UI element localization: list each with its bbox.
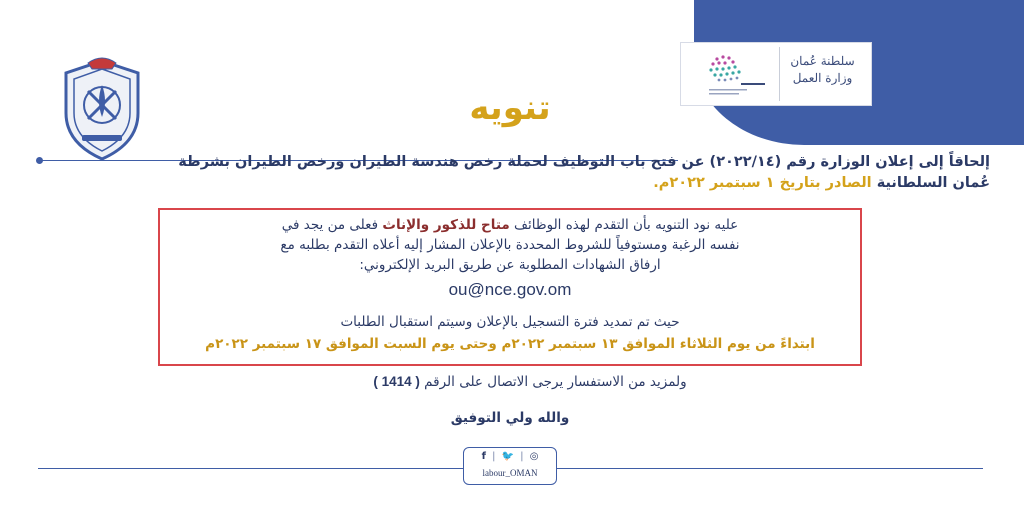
notice-line-1-end: فعلى من يجد في xyxy=(281,217,379,233)
inquiry-text: ولمزيد من الاستفسار يرجى الاتصال على الرقم xyxy=(424,374,687,390)
notice-line-3: ارفاق الشهادات المطلوبة عن طريق البريد الإلكتروني: xyxy=(359,257,661,273)
page-title: تنويه xyxy=(469,88,551,128)
email-address[interactable]: ou@nce.gov.om xyxy=(448,280,572,299)
social-icons: f | 🐦 | ◎ xyxy=(481,451,539,462)
intro-text: إلحاقاً إلى إعلان الوزارة رقم (٢٠٢٢/١٤) عن فتح باب التوظيف لحملة رخص هندسة الطيران ورخص الطيران بشرطة عُمان السلطانية xyxy=(178,154,990,191)
social-handle[interactable]: labour_OMAN xyxy=(482,468,538,478)
eligibility-highlight: متاح للذكور والإناث xyxy=(382,217,510,233)
inquiry-line xyxy=(300,374,760,390)
notice-body xyxy=(170,215,850,275)
notice-line-1 xyxy=(170,215,850,235)
ministry-name-line2: وزارة العمل xyxy=(792,71,853,85)
social-handle-box xyxy=(463,447,557,485)
extension-notice: حيث تم تمديد فترة التسجيل بالإعلان وسيتم استقبال الطلبات xyxy=(340,314,680,330)
ministry-name-line1: سلطنة عُمان xyxy=(790,54,855,68)
royal-oman-police-emblem-icon xyxy=(52,55,152,165)
intro-paragraph xyxy=(160,152,990,194)
facebook-icon[interactable]: f xyxy=(481,451,486,462)
instagram-icon[interactable]: ◎ xyxy=(529,451,539,462)
oman-vision-logo xyxy=(689,49,769,99)
ministry-logo-text xyxy=(779,47,865,101)
intro-date-highlight: الصادر بتاريخ ١ سبتمبر ٢٠٢٢م. xyxy=(653,175,872,191)
closing-line: والله ولي التوفيق xyxy=(450,410,570,426)
logo-card xyxy=(680,42,872,106)
extension-dates: ابتداءً من يوم الثلاثاء الموافق ١٣ سبتمبر ٢٠٢٢م وحتى يوم السبت الموافق ١٧ سبتمبر ٢٠٢٢م xyxy=(205,336,815,352)
phone-number[interactable]: ( 1414 ) xyxy=(373,374,420,389)
notice-line-2: نفسه الرغبة ومستوفياً للشروط المحددة بالإعلان المشار إليه أعلاه التقدم بطلبه مع xyxy=(280,237,740,253)
twitter-icon[interactable]: 🐦 xyxy=(501,451,515,462)
notice-line-1-start: عليه نود التنويه بأن التقدم لهذه الوظائف xyxy=(514,217,739,233)
